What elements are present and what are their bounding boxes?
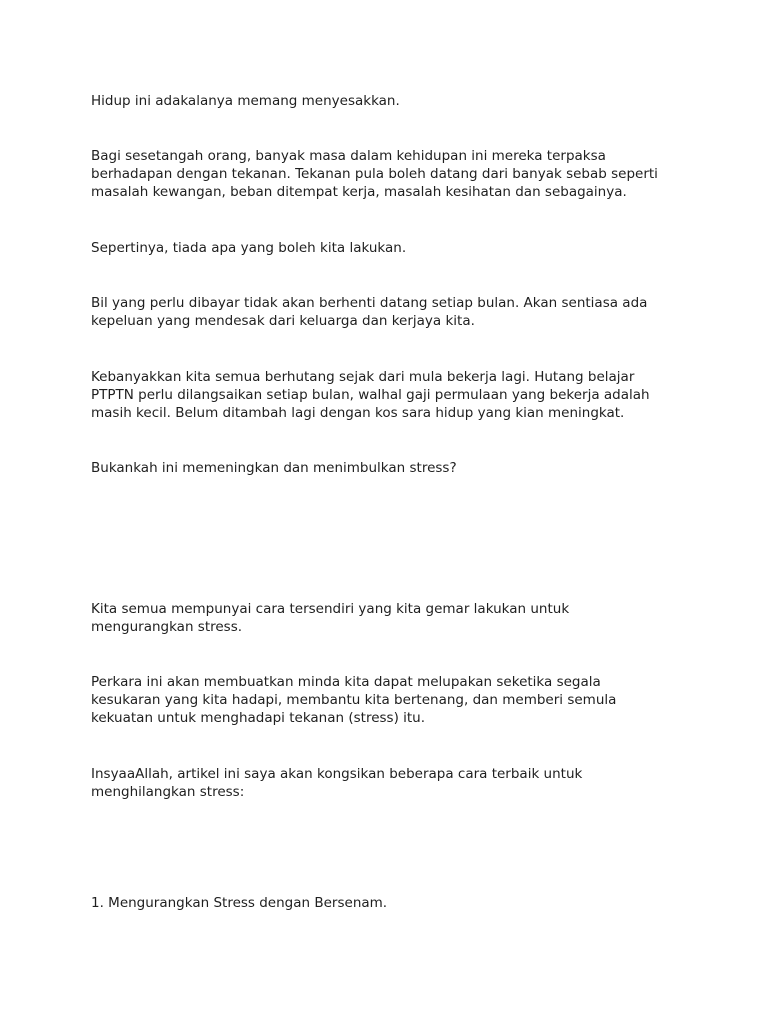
paragraph-line: berhadapan dengan tekanan. Tekanan pula boleh datang dari banyak sebab seperti	[91, 166, 658, 183]
paragraph-line: masalah kewangan, beban ditempat kerja, masalah kesihatan dan sebagainya.	[91, 184, 627, 201]
paragraph-line: Bil yang perlu dibayar tidak akan berhenti datang setiap bulan. Akan sentiasa ada	[91, 295, 648, 311]
paragraph-debt	[91, 368, 691, 423]
paragraph-line: kekuatan untuk menghadapi tekanan (stress) itu.	[91, 710, 426, 727]
paragraph-own-ways	[91, 600, 691, 636]
paragraph-benefit	[91, 673, 691, 728]
paragraph-line: Kebanyakkan kita semua berhutang sejak dari mula bekerja lagi. Hutang belajar	[91, 369, 635, 385]
paragraph-line: kesukaran yang kita hadapi, membantu kita bertenang, dan memberi semula	[91, 692, 617, 709]
paragraph-line: InsyaaAllah, artikel ini saya akan kongsikan beberapa cara terbaik untuk	[91, 766, 583, 782]
paragraph-line: menghilangkan stress:	[91, 784, 245, 801]
paragraph-article-intro	[91, 765, 691, 801]
paragraph-line: mengurangkan stress.	[91, 619, 243, 636]
paragraph-line: Hidup ini adakalanya memang menyesakkan.	[91, 93, 400, 109]
paragraph-line: masih kecil. Belum ditambah lagi dengan kos sara hidup yang kian meningkat.	[91, 405, 625, 422]
paragraph-line: Bagi sesetangah orang, banyak masa dalam kehidupan ini mereka terpaksa	[91, 148, 606, 164]
paragraph-line: PTPTN perlu dilangsaikan setiap bulan, walhal gaji permulaan yang bekerja adalah	[91, 387, 650, 404]
paragraph-line: 1. Mengurangkan Stress dengan Bersenam.	[91, 895, 388, 911]
paragraph-pressure	[91, 147, 691, 202]
paragraph-line: Sepertinya, tiada apa yang boleh kita lakukan.	[91, 240, 407, 256]
paragraph-line: kepeluan yang mendesak dari keluarga dan kerjaya kita.	[91, 313, 475, 330]
paragraph-nothing-to-do	[91, 239, 691, 257]
paragraph-bills	[91, 294, 691, 330]
paragraph-intro	[91, 92, 691, 110]
paragraph-line: Perkara ini akan membuatkan minda kita dapat melupakan seketika segala	[91, 674, 601, 690]
paragraph-question	[91, 459, 691, 477]
paragraph-line: Bukankah ini memeningkan dan menimbulkan stress?	[91, 460, 457, 476]
paragraph-line: Kita semua mempunyai cara tersendiri yang kita gemar lakukan untuk	[91, 601, 570, 617]
section-heading-exercise	[91, 894, 691, 912]
